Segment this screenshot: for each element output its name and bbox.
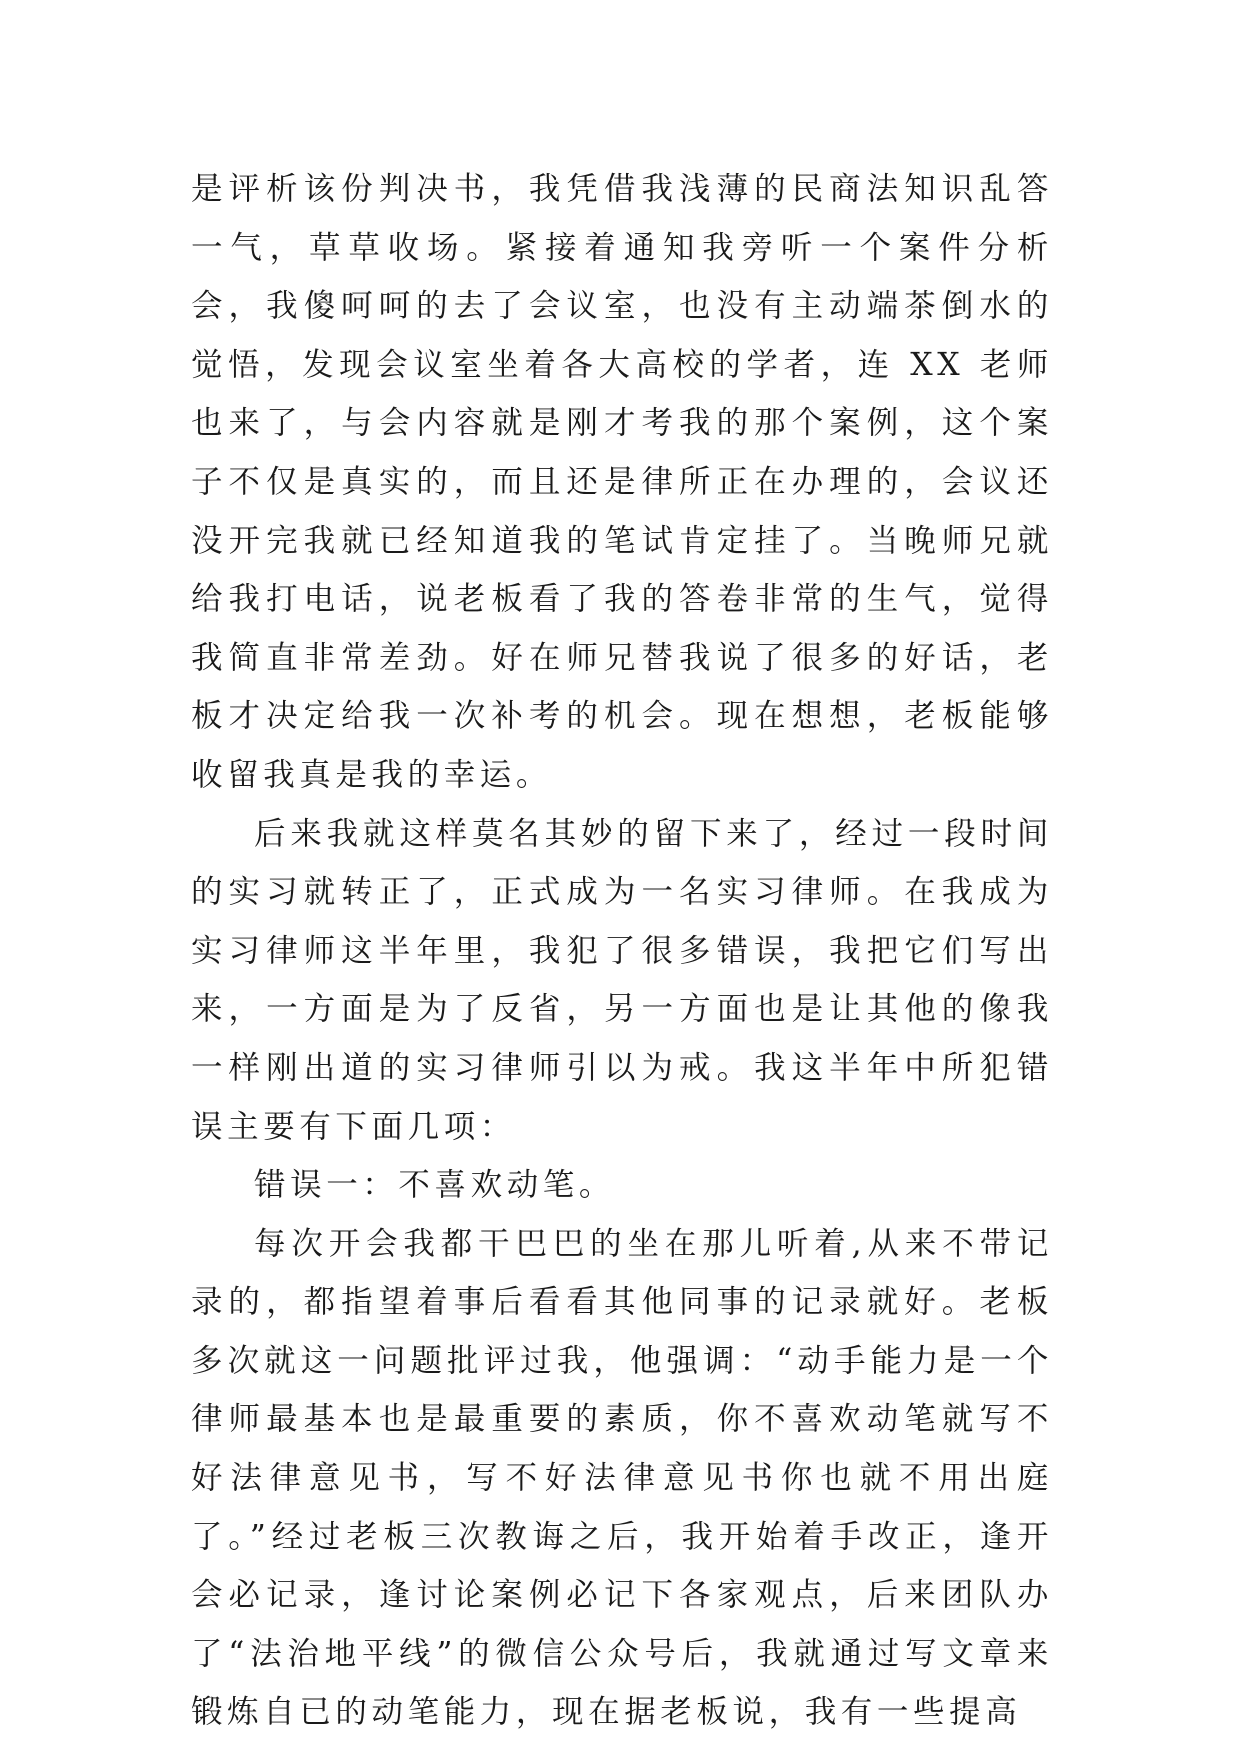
paragraph-1: 是评析该份判决书，我凭借我浅薄的民商法知识乱答一气，草草收场。紧接着通知我旁听一个案件分析会，我傻呵呵的去了会议室，也没有主动端茶倒水的觉悟，发现会议室坐着各大高校的学者，连 XX 老师也来了，与会内容就是刚才考我的那个案例，这个案子不仅是真实的，而且还是律所正在办理的，会议还没开完我就已经知道我的笔试肯定挂了。当晚师兄就给我打电话，说老板看了我的答卷非常的生气，觉得我简直非常差劲。好在师兄替我说了很多的好话，老板才决定给我一次补考的机会。现在想想，老板能够收留我真是我的幸运。 xyxy=(191,171,1053,793)
paragraph-4: 每次开会我都干巴巴的坐在那儿听着,从来不带记录的，都指望着事后看看其他同事的记录就好。老板多次就这一问题批评过我，他强调：“动手能力是一个律师最基本也是最重要的素质，你不喜欢动笔就写不好法律意见书，写不好法律意见书你也就不用出庭了。”经过老板三次教诲之后，我开始着手改正，逢开会必记录，逢讨论案例必记下各家观点，后来团队办了“法治地平线”的微信公众号后，我就通过写文章来锻炼自已的动笔能力，现在据老板说，我有一些提高 xyxy=(191,1225,1053,1731)
paragraph-2: 后来我就这样莫名其妙的留下来了，经过一段时间的实习就转正了，正式成为一名实习律师。在我成为实习律师这半年里，我犯了很多错误，我把它们写出来，一方面是为了反省，另一方面也是让其他的像我一样刚出道的实习律师引以为戒。我这半年中所犯错误主要有下面几项： xyxy=(191,815,1053,1145)
document-body xyxy=(191,160,1053,1742)
paragraph-heading-error-one: 错误一：不喜欢动笔。 xyxy=(254,1167,616,1204)
